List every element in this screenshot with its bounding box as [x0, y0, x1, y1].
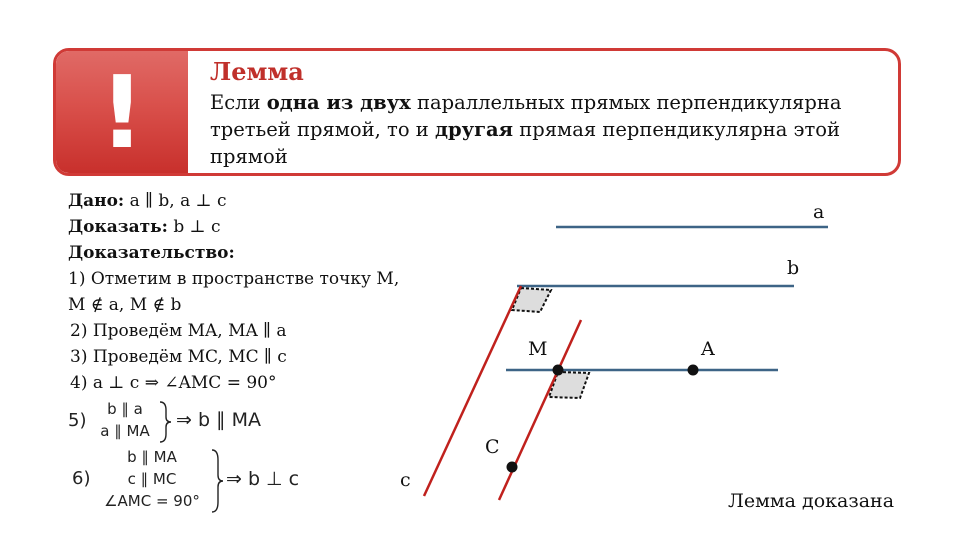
- given-value: a ∥ b, a ⊥ c: [124, 191, 227, 211]
- step-6-row-2: c ∥ MC: [127, 470, 177, 488]
- proof-step-3: 3) Проведём MC, MC ∥ c: [70, 347, 287, 367]
- text: прямая перпендикулярна этой: [513, 118, 841, 141]
- proof-step-1b: M ∉ a, M ∉ b: [68, 295, 182, 315]
- step-6-number: 6): [72, 468, 91, 489]
- point-c: [507, 462, 518, 473]
- label-b: b: [787, 257, 800, 279]
- point-m: [553, 365, 564, 376]
- proof-step-2: 2) Проведём MA, MA ∥ a: [70, 321, 287, 341]
- label-point-m: M: [528, 338, 548, 360]
- conclusion-text: Лемма доказана: [728, 490, 895, 512]
- step-6-row-1: b ∥ MA: [127, 448, 177, 466]
- emphasis-text: другая: [434, 118, 514, 141]
- given-label: Дано:: [68, 191, 125, 211]
- prove-label: Доказать:: [68, 217, 168, 237]
- proof-step-4: 4) a ⊥ c ⇒ ∠AMC = 90°: [70, 373, 277, 393]
- step-6-result: ⇒ b ⊥ c: [226, 468, 300, 490]
- text: параллельных прямых перпендикулярна: [410, 91, 842, 114]
- step-5-row-2: a ∥ MA: [100, 422, 150, 440]
- text: Если: [210, 91, 267, 114]
- line-c: [424, 286, 521, 496]
- label-a: a: [813, 201, 825, 223]
- label-c: c: [400, 469, 411, 491]
- label-point-a: A: [701, 338, 715, 360]
- emphasis-text: одна из двух: [266, 91, 411, 114]
- point-a: [688, 365, 699, 376]
- text: третьей прямой, то и: [210, 118, 435, 141]
- lemma-title: Лемма: [210, 57, 304, 86]
- step-5-result: ⇒ b ∥ MA: [176, 409, 261, 431]
- step-5-row-1: b ∥ a: [107, 400, 143, 418]
- step-5-number: 5): [68, 410, 87, 431]
- label-point-c: C: [485, 436, 500, 458]
- prove-value: b ⊥ c: [167, 217, 221, 237]
- step-6-row-3: ∠AMC = 90°: [104, 492, 200, 510]
- statement-line-3: прямой: [210, 145, 288, 168]
- proof-step-1a: 1) Отметим в пространстве точку M,: [68, 269, 400, 289]
- proof-label: Доказательство:: [68, 243, 235, 263]
- exclamation-icon: !: [99, 54, 145, 171]
